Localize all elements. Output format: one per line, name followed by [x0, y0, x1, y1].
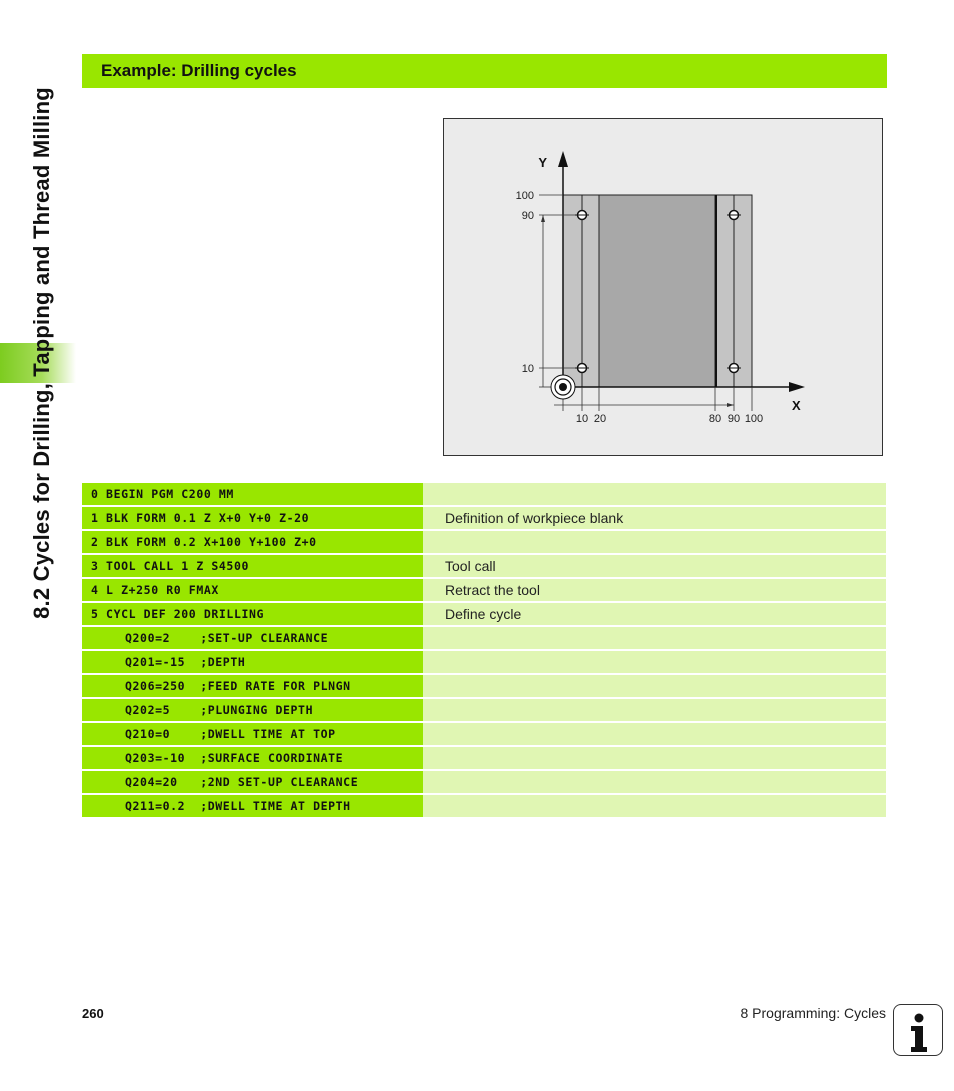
x-tick-label: 10 — [575, 413, 589, 425]
drilling-diagram — [443, 118, 883, 456]
program-comment — [423, 795, 886, 817]
footer-chapter: 8 Programming: Cycles — [740, 1005, 886, 1021]
program-comment — [423, 747, 886, 769]
program-row — [82, 651, 886, 673]
program-comment — [423, 771, 886, 793]
program-comment — [423, 627, 886, 649]
section-header — [82, 54, 887, 88]
program-row — [82, 699, 886, 721]
program-code: Q201=-15 ;DEPTH — [82, 651, 423, 673]
program-row — [82, 531, 886, 553]
y-axis-label: Y — [538, 155, 547, 170]
program-code: 5 CYCL DEF 200 DRILLING — [82, 603, 423, 625]
datum-origin-symbol — [551, 375, 575, 399]
x-axis-arrow — [789, 382, 805, 392]
y-dim-arrow-top — [541, 215, 545, 222]
program-row — [82, 555, 886, 577]
program-code: 4 L Z+250 R0 FMAX — [82, 579, 423, 601]
program-comment — [423, 699, 886, 721]
x-axis-label: X — [792, 398, 801, 413]
program-comment: Tool call — [423, 555, 886, 577]
x-tick-label: 90 — [727, 413, 741, 425]
program-code: Q204=20 ;2ND SET-UP CLEARANCE — [82, 771, 423, 793]
program-code: 1 BLK FORM 0.1 Z X+0 Y+0 Z-20 — [82, 507, 423, 529]
program-row — [82, 771, 886, 793]
nc-program-listing — [82, 483, 886, 819]
program-row — [82, 795, 886, 817]
program-code: Q211=0.2 ;DWELL TIME AT DEPTH — [82, 795, 423, 817]
info-icon — [893, 1004, 943, 1056]
x-tick-label: 20 — [593, 413, 607, 425]
program-code: Q200=2 ;SET-UP CLEARANCE — [82, 627, 423, 649]
chapter-side-title: 8.2 Cycles for Drilling, Tapping and Thread Milling — [29, 87, 54, 619]
program-row — [82, 723, 886, 745]
x-dim-arrow — [727, 403, 734, 407]
program-comment — [423, 651, 886, 673]
program-comment: Definition of workpiece blank — [423, 507, 886, 529]
y-tick-label: 90 — [521, 210, 534, 222]
y-tick-label: 100 — [515, 190, 534, 202]
page-number: 260 — [82, 1006, 104, 1021]
program-comment — [423, 723, 886, 745]
program-comment — [423, 675, 886, 697]
drilling-diagram-svg — [444, 119, 882, 455]
program-code: Q202=5 ;PLUNGING DEPTH — [82, 699, 423, 721]
program-row — [82, 579, 886, 601]
program-code: Q203=-10 ;SURFACE COORDINATE — [82, 747, 423, 769]
program-row — [82, 603, 886, 625]
program-row — [82, 507, 886, 529]
program-comment: Retract the tool — [423, 579, 886, 601]
left-strip — [563, 195, 599, 387]
program-row — [82, 675, 886, 697]
y-tick-label: 10 — [521, 363, 534, 375]
program-comment — [423, 483, 886, 505]
program-comment: Define cycle — [423, 603, 886, 625]
program-code: Q210=0 ;DWELL TIME AT TOP — [82, 723, 423, 745]
program-comment — [423, 531, 886, 553]
section-title: Example: Drilling cycles — [101, 61, 297, 80]
program-code: 2 BLK FORM 0.2 X+100 Y+100 Z+0 — [82, 531, 423, 553]
program-row — [82, 627, 886, 649]
program-code: 0 BEGIN PGM C200 MM — [82, 483, 423, 505]
program-code: Q206=250 ;FEED RATE FOR PLNGN — [82, 675, 423, 697]
program-row — [82, 747, 886, 769]
x-tick-label: 80 — [708, 413, 722, 425]
program-row — [82, 483, 886, 505]
program-code: 3 TOOL CALL 1 Z S4500 — [82, 555, 423, 577]
x-tick-label: 100 — [744, 413, 764, 425]
y-axis-arrow — [558, 151, 568, 167]
